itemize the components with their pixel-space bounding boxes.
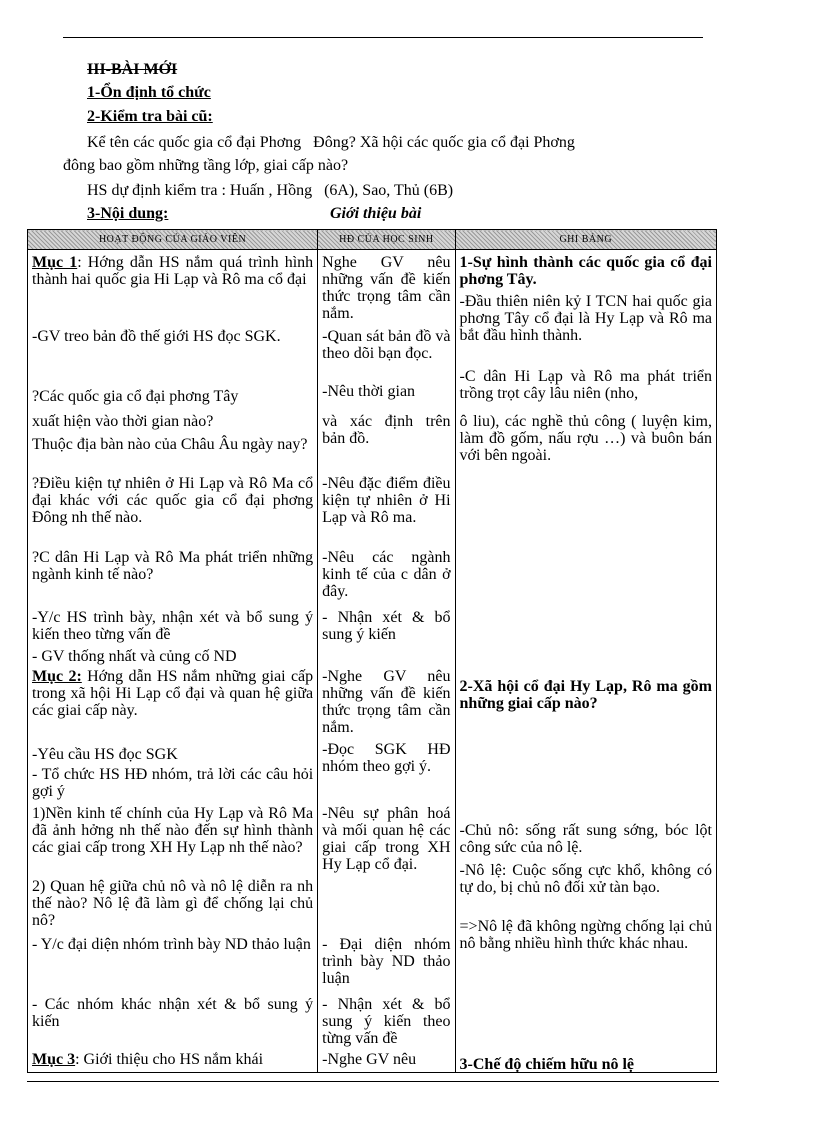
board-item: ô liu), các nghề thủ công ( luyện kim, làm đồ gốm, nấu rợu …) và buôn bán với bên ngoài. [459,413,712,464]
intro-label: Giới thiệu bài [330,205,422,222]
header-teacher: HOẠT ĐỘNG CỦA GIÁO VIÊN [28,230,318,250]
student-item: -Nêu sự phân hoá và mối quan hệ các giai cấp trong XH Hy Lạp cổ đại. [322,805,451,873]
heading-3: 3-Nội dung: [87,205,169,222]
board-heading-3: 3-Chế độ chiếm hữu nô lệ [459,1056,635,1073]
teacher-item: Thuộc địa bàn nào của Châu Âu ngày nay? [32,436,308,453]
teacher-item: - GV thống nhất và củng cố ND [32,648,237,665]
teacher-item: xuất hiện vào thời gian nào? [32,413,214,430]
lesson-table [27,229,717,1073]
board-item: -Nô lệ: Cuộc sống cực khổ, không có tự do, bị chủ nô đối xử tàn bạo. [459,862,712,896]
student-item: -Quan sát bản đồ và theo dõi bạn đọc. [322,328,451,362]
student-item: và xác định trên bản đồ. [322,413,451,447]
teacher-item: ?Các quốc gia cổ đại phơng Tây [32,388,239,405]
section-heading: III-BÀI MỚI [87,61,178,78]
bottom-rule [27,1081,719,1082]
student-item: - Nhận xét & bổ sung ý kiến theo từng vấn đề [322,996,451,1047]
student-item: -Đọc SGK HĐ nhóm theo gợi ý. [322,741,451,775]
board-heading-1: 1-Sự hình thành các quốc gia cổ đại phơng Tây. [459,254,712,288]
board-column [455,250,716,1073]
question-line-1: Kể tên các quốc gia cổ đại Phơng Đông? Xã hội các quốc gia cổ đại Phơng [87,134,575,151]
teacher-item: - Tổ chức HS HĐ nhóm, trả lời các câu hỏi gợi ý [32,766,314,800]
board-item: -Đầu thiên niên kỷ I TCN hai quốc gia phơng Tây cổ đại là Hy Lạp và Rô ma bắt đầu hình thành. [459,293,712,344]
student-item: -Nêu các ngành kinh tế của c dân ở đây. [322,549,451,600]
student-item: - Đại diện nhóm trình bày ND thảo luận [322,936,451,987]
teacher-item: Mục 3: Giới thiệu cho HS nắm khái [32,1051,264,1068]
teacher-item: - Các nhóm khác nhận xét & bổ sung ý kiến [32,996,314,1030]
students-line: HS dự định kiểm tra : Huấn , Hồng (6A), Sao, Thủ (6B) [87,182,454,199]
heading-2: 2-Kiểm tra bài cũ: [87,108,213,125]
teacher-item: Mục 1: Hớng dẫn HS nắm quá trình hình thành hai quốc gia Hi Lạp và Rô ma cổ đại [32,254,314,288]
teacher-item: 1)Nền kinh tế chính của Hy Lạp và Rô Ma đã ảnh hởng nh thế nào đến sự hình thành các giai cấp trong XH Hy Lạp nh thế nào? [32,805,314,856]
question-line-2: đông bao gồm những tầng lớp, giai cấp nào? [63,157,349,174]
board-heading-2: 2-Xã hội cổ đại Hy Lạp, Rô ma gồm những giai cấp nào? [459,678,712,712]
board-item: =>Nô lệ đã không ngừng chống lại chủ nô bằng nhiều hình thức khác nhau. [459,918,712,952]
heading-1: 1-Ổn định tổ chức [87,84,211,101]
teacher-item: ?Điều kiện tự nhiên ở Hi Lạp và Rô Ma cổ đại khác với các quốc gia cổ đại phơng Đông nh thế nào. [32,475,314,526]
teacher-item: - Y/c đại diện nhóm trình bày ND thảo luận [32,936,311,953]
header-student: HĐ CỦA HỌC SINH [318,230,455,250]
teacher-item: -Y/c HS trình bày, nhận xét và bổ sung ý kiến theo từng vấn đề [32,609,314,643]
student-item: -Nghe GV nêu những vấn đề kiến thức trọng tâm cần nắm. [322,668,451,736]
student-item: Nghe GV nêu những vấn đề kiến thức trọng tâm cần nắm. [322,254,451,322]
teacher-item: -Yêu cầu HS đọc SGK [32,746,178,763]
student-item: - Nhận xét & bổ sung ý kiến [322,609,451,643]
student-item: -Nêu đặc điểm điều kiện tự nhiên ở Hi Lạp và Rô ma. [322,475,451,526]
student-item: -Nghe GV nêu [322,1051,417,1068]
top-rule [63,37,703,38]
teacher-item: 2) Quan hệ giữa chủ nô và nô lệ diễn ra nh thế nào? Nô lệ đã làm gì để chống lại chủ nô? [32,878,314,929]
teacher-item: Mục 2: Hớng dẫn HS nắm những giai cấp trong xã hội Hi Lạp cổ đại và quan hệ giữa các giai cấp này. [32,668,314,719]
board-item: -C dân Hi Lạp và Rô ma phát triển trồng trọt cây lâu niên (nho, [459,368,712,402]
teacher-column [28,250,318,1073]
teacher-item: ?C dân Hi Lạp và Rô Ma phát triển những ngành kinh tế nào? [32,549,314,583]
board-item: -Chủ nô: sống rất sung sớng, bóc lột công sức của nô lệ. [459,822,712,856]
header-board: GHI BẢNG [455,230,716,250]
teacher-item: -GV treo bản đồ thế giới HS đọc SGK. [32,328,281,345]
student-column [318,250,455,1073]
student-item: -Nêu thời gian [322,383,416,400]
